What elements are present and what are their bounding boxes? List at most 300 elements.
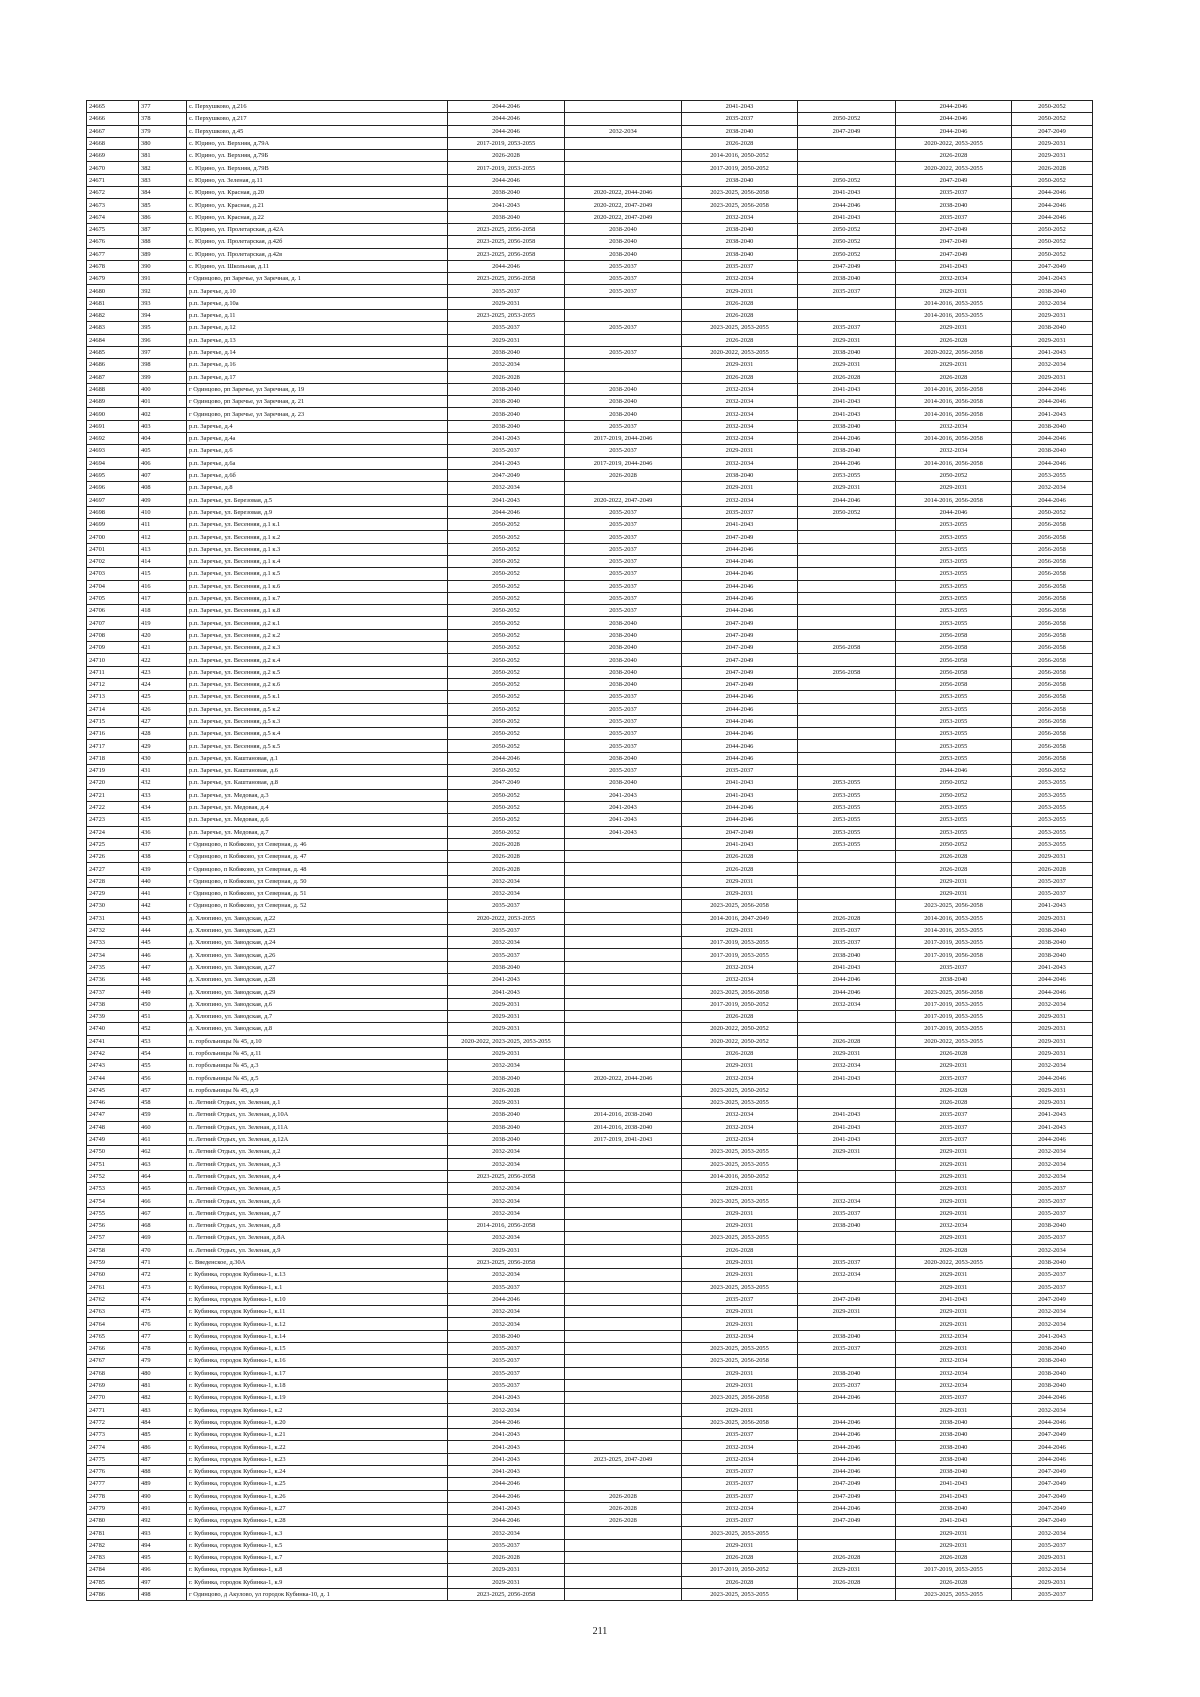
table-cell-p6: 2038-2040 (1012, 445, 1093, 457)
table-cell-address: п. горбольницы № 45, д.5 (187, 1072, 448, 1084)
table-cell-id: 24763 (87, 1306, 139, 1318)
table-cell-address: п. Летний Отдых, ул. Зеленая, д.8 (187, 1220, 448, 1232)
table-cell-address: г. Кубинка, городок Кубинка-1, к.5 (187, 1539, 448, 1551)
table-row (87, 838, 1093, 850)
table-cell-p1: 2050-2052 (448, 678, 565, 690)
table-cell-p1: 2041-2043 (448, 1441, 565, 1453)
table-cell-p6: 2032-2034 (1012, 1318, 1093, 1330)
table-cell-id: 24739 (87, 1010, 139, 1022)
table-cell-p2 (565, 297, 682, 309)
table-cell-p6: 2044-2046 (1012, 457, 1093, 469)
table-cell-p4 (798, 1170, 896, 1182)
table-cell-p6: 2050-2052 (1012, 101, 1093, 113)
table-cell-p3: 2044-2046 (682, 752, 798, 764)
table-cell-address: п. Летний Отдых, ул. Зеленая, д.7 (187, 1207, 448, 1219)
table-cell-p4 (798, 101, 896, 113)
table-cell-id: 24688 (87, 383, 139, 395)
table-cell-p1: 2038-2040 (448, 420, 565, 432)
table-cell-p2 (565, 1256, 682, 1268)
table-cell-address: г. Кубинка, городок Кубинка-1, к.14 (187, 1330, 448, 1342)
table-cell-id: 24764 (87, 1318, 139, 1330)
table-cell-p3: 2029-2031 (682, 1367, 798, 1379)
table-cell-p4: 2035-2037 (798, 924, 896, 936)
table-cell-p6: 2032-2034 (1012, 1244, 1093, 1256)
table-cell-address: д. Хлюпино, ул. Заводская, д.6 (187, 998, 448, 1010)
table-cell-p5: 2038-2040 (896, 1416, 1012, 1428)
table-cell-p3: 2032-2034 (682, 457, 798, 469)
table-cell-p1: 2050-2052 (448, 519, 565, 531)
table-cell-p3: 2044-2046 (682, 728, 798, 740)
table-row (87, 875, 1093, 887)
table-cell-p2 (565, 1097, 682, 1109)
table-row (87, 1010, 1093, 1022)
table-cell-p6: 2044-2046 (1012, 199, 1093, 211)
table-cell-p5: 2035-2037 (896, 961, 1012, 973)
table-cell-p6: 2032-2034 (1012, 297, 1093, 309)
table-cell-p3: 2023-2025, 2056-2058 (682, 1355, 798, 1367)
table-cell-p1: 2029-2031 (448, 998, 565, 1010)
table-cell-p1: 2050-2052 (448, 691, 565, 703)
table-cell-p2: 2020-2022, 2047-2049 (565, 211, 682, 223)
table-cell-address: р.п. Заречье, ул. Весенняя, д.2 к.3 (187, 642, 448, 654)
table-row (87, 826, 1093, 838)
table-cell-p5: 2026-2028 (896, 1047, 1012, 1059)
table-cell-num: 401 (139, 396, 187, 408)
table-cell-p2: 2035-2037 (565, 568, 682, 580)
table-cell-p2 (565, 863, 682, 875)
table-cell-id: 24665 (87, 101, 139, 113)
table-cell-p3: 2017-2019, 2053-2055 (682, 937, 798, 949)
table-cell-p6: 2035-2037 (1012, 1539, 1093, 1551)
table-cell-p6: 2056-2058 (1012, 740, 1093, 752)
table-cell-num: 384 (139, 187, 187, 199)
table-cell-p2: 2038-2040 (565, 678, 682, 690)
table-cell-p4: 2053-2055 (798, 777, 896, 789)
table-cell-p3: 2047-2049 (682, 666, 798, 678)
table-cell-address: с. Юдино, ул. Пролетарская, д.42А (187, 223, 448, 235)
table-cell-num: 428 (139, 728, 187, 740)
table-cell-p5: 2047-2049 (896, 223, 1012, 235)
table-cell-p3: 2026-2028 (682, 334, 798, 346)
table-cell-p5: 2026-2028 (896, 851, 1012, 863)
table-cell-address: р.п. Заречье, ул. Весенняя, д.2 к.1 (187, 617, 448, 629)
table-cell-p1: 2029-2031 (448, 1564, 565, 1576)
table-cell-id: 24740 (87, 1023, 139, 1035)
table-cell-p1: 2023-2025, 2056-2058 (448, 1256, 565, 1268)
table-cell-p6: 2041-2043 (1012, 346, 1093, 358)
table-cell-p2: 2014-2016, 2038-2040 (565, 1109, 682, 1121)
table-cell-p3: 2032-2034 (682, 408, 798, 420)
table-cell-p3: 2035-2037 (682, 1465, 798, 1477)
table-cell-address: с. Юдино, ул. Верхняя, д.79Б (187, 150, 448, 162)
table-cell-p6: 2044-2046 (1012, 1392, 1093, 1404)
table-cell-num: 408 (139, 482, 187, 494)
table-cell-p2 (565, 924, 682, 936)
table-cell-p5: 2029-2031 (896, 1342, 1012, 1354)
table-cell-id: 24741 (87, 1035, 139, 1047)
table-cell-p5: 2050-2052 (896, 838, 1012, 850)
table-cell-num: 381 (139, 150, 187, 162)
table-cell-address: р.п. Заречье, ул. Весенняя, д.1 к.4 (187, 555, 448, 567)
table-cell-p2 (565, 1207, 682, 1219)
table-cell-p6: 2053-2055 (1012, 826, 1093, 838)
table-cell-p3: 2032-2034 (682, 1072, 798, 1084)
table-cell-p2 (565, 888, 682, 900)
table-row (87, 1232, 1093, 1244)
table-cell-p1: 2029-2031 (448, 1010, 565, 1022)
table-cell-p5: 2020-2022, 2053-2055 (896, 1035, 1012, 1047)
table-cell-p6: 2044-2046 (1012, 986, 1093, 998)
table-cell-id: 24684 (87, 334, 139, 346)
table-cell-p6: 2029-2031 (1012, 1552, 1093, 1564)
table-cell-address: п. Летний Отдых, ул. Зеленая, д.8А (187, 1232, 448, 1244)
table-cell-p2: 2035-2037 (565, 740, 682, 752)
table-cell-p6: 2044-2046 (1012, 433, 1093, 445)
table-cell-num: 479 (139, 1355, 187, 1367)
table-cell-p4: 2041-2043 (798, 1121, 896, 1133)
table-cell-p1: 2020-2022, 2053-2055 (448, 912, 565, 924)
table-row (87, 678, 1093, 690)
table-cell-p5: 2056-2058 (896, 666, 1012, 678)
table-cell-num: 406 (139, 457, 187, 469)
table-cell-p1: 2035-2037 (448, 1539, 565, 1551)
table-cell-p3: 2038-2040 (682, 236, 798, 248)
table-cell-id: 24704 (87, 580, 139, 592)
table-cell-p6: 2050-2052 (1012, 113, 1093, 125)
table-cell-id: 24689 (87, 396, 139, 408)
table-cell-num: 423 (139, 666, 187, 678)
schedule-table-body (87, 101, 1093, 1601)
table-cell-p5: 2035-2037 (896, 1392, 1012, 1404)
table-cell-address: г. Кубинка, городок Кубинка-1, к.28 (187, 1515, 448, 1527)
table-cell-num: 442 (139, 900, 187, 912)
table-cell-p4: 2044-2046 (798, 1416, 896, 1428)
table-cell-id: 24766 (87, 1342, 139, 1354)
table-cell-num: 456 (139, 1072, 187, 1084)
table-row (87, 1342, 1093, 1354)
table-cell-p1: 2038-2040 (448, 346, 565, 358)
table-cell-num: 432 (139, 777, 187, 789)
table-cell-p3: 2035-2037 (682, 1490, 798, 1502)
table-cell-num: 487 (139, 1453, 187, 1465)
table-cell-p1: 2041-2043 (448, 1453, 565, 1465)
table-cell-p5: 2029-2031 (896, 1539, 1012, 1551)
table-cell-p3: 2047-2049 (682, 678, 798, 690)
table-cell-p4 (798, 678, 896, 690)
table-row (87, 1404, 1093, 1416)
table-cell-address: д. Хлюпино, ул. Заводская, д.27 (187, 961, 448, 973)
table-cell-p1: 2035-2037 (448, 1281, 565, 1293)
table-cell-p2 (565, 113, 682, 125)
table-row (87, 728, 1093, 740)
table-cell-p4: 2035-2037 (798, 1207, 896, 1219)
table-cell-p1: 2032-2034 (448, 1306, 565, 1318)
table-cell-p6: 2035-2037 (1012, 1281, 1093, 1293)
table-cell-id: 24720 (87, 777, 139, 789)
table-cell-num: 496 (139, 1564, 187, 1576)
table-cell-p6: 2035-2037 (1012, 888, 1093, 900)
table-cell-p5: 2032-2034 (896, 273, 1012, 285)
table-row (87, 260, 1093, 272)
table-cell-p6: 2044-2046 (1012, 1453, 1093, 1465)
table-cell-address: р.п. Заречье, д.10 (187, 285, 448, 297)
table-cell-num: 440 (139, 875, 187, 887)
table-cell-p4 (798, 162, 896, 174)
table-cell-p3: 2029-2031 (682, 1318, 798, 1330)
table-cell-p2: 2038-2040 (565, 248, 682, 260)
table-cell-p4: 2041-2043 (798, 408, 896, 420)
table-cell-p6: 2035-2037 (1012, 875, 1093, 887)
table-cell-id: 24755 (87, 1207, 139, 1219)
table-cell-p2 (565, 1084, 682, 1096)
table-cell-p2 (565, 851, 682, 863)
table-cell-num: 451 (139, 1010, 187, 1022)
table-cell-p2 (565, 1355, 682, 1367)
table-cell-p2 (565, 1478, 682, 1490)
table-cell-address: р.п. Заречье, ул. Весенняя, д.1 к.6 (187, 580, 448, 592)
table-cell-num: 420 (139, 629, 187, 641)
table-row (87, 322, 1093, 334)
table-cell-num: 462 (139, 1146, 187, 1158)
table-cell-num: 427 (139, 715, 187, 727)
table-cell-p3: 2044-2046 (682, 703, 798, 715)
table-cell-num: 379 (139, 125, 187, 137)
table-cell-p2: 2014-2016, 2038-2040 (565, 1121, 682, 1133)
table-row (87, 580, 1093, 592)
table-cell-id: 24731 (87, 912, 139, 924)
table-cell-num: 471 (139, 1256, 187, 1268)
table-cell-p6: 2056-2058 (1012, 555, 1093, 567)
table-cell-p6: 2029-2031 (1012, 334, 1093, 346)
table-cell-p6: 2038-2040 (1012, 1256, 1093, 1268)
table-cell-p5: 2041-2043 (896, 1478, 1012, 1490)
table-cell-p3: 2038-2040 (682, 125, 798, 137)
table-cell-p2: 2038-2040 (565, 396, 682, 408)
table-cell-p2 (565, 1146, 682, 1158)
table-cell-num: 439 (139, 863, 187, 875)
table-cell-address: г. Кубинка, городок Кубинка-1, к.22 (187, 1441, 448, 1453)
table-cell-num: 390 (139, 260, 187, 272)
table-cell-address: р.п. Заречье, ул. Медовая, д.3 (187, 789, 448, 801)
table-cell-p2 (565, 1342, 682, 1354)
table-cell-p2 (565, 1281, 682, 1293)
table-cell-p5: 2038-2040 (896, 1465, 1012, 1477)
table-cell-num: 468 (139, 1220, 187, 1232)
table-cell-num: 481 (139, 1379, 187, 1391)
table-cell-p2: 2035-2037 (565, 543, 682, 555)
table-cell-p1: 2035-2037 (448, 1367, 565, 1379)
table-cell-id: 24725 (87, 838, 139, 850)
table-cell-id: 24666 (87, 113, 139, 125)
table-cell-address: с. Юдино, ул. Красная, д.20 (187, 187, 448, 199)
table-cell-p1: 2032-2034 (448, 1318, 565, 1330)
table-cell-p4: 2044-2046 (798, 457, 896, 469)
table-cell-p2 (565, 1539, 682, 1551)
table-cell-p2: 2035-2037 (565, 260, 682, 272)
table-cell-address: с. Юдино, ул. Школьная, д.11 (187, 260, 448, 272)
table-cell-p1: 2026-2028 (448, 371, 565, 383)
table-cell-num: 409 (139, 494, 187, 506)
table-cell-p4 (798, 752, 896, 764)
table-cell-p2: 2035-2037 (565, 728, 682, 740)
table-cell-p3: 2032-2034 (682, 396, 798, 408)
table-cell-p3: 2029-2031 (682, 1306, 798, 1318)
table-cell-p4: 2050-2052 (798, 506, 896, 518)
table-cell-id: 24771 (87, 1404, 139, 1416)
table-cell-num: 492 (139, 1515, 187, 1527)
table-cell-p6: 2053-2055 (1012, 801, 1093, 813)
table-cell-p1: 2032-2034 (448, 1207, 565, 1219)
table-row (87, 691, 1093, 703)
table-cell-p6: 2032-2034 (1012, 1564, 1093, 1576)
table-cell-p3: 2029-2031 (682, 1183, 798, 1195)
table-cell-p3: 2044-2046 (682, 580, 798, 592)
table-cell-p4: 2038-2040 (798, 1220, 896, 1232)
table-cell-p1: 2026-2028 (448, 863, 565, 875)
table-cell-num: 380 (139, 137, 187, 149)
table-row (87, 605, 1093, 617)
table-cell-num: 396 (139, 334, 187, 346)
table-row (87, 1170, 1093, 1182)
table-cell-p1: 2047-2049 (448, 469, 565, 481)
table-cell-p3: 2032-2034 (682, 383, 798, 395)
table-cell-p4: 2029-2031 (798, 1146, 896, 1158)
table-cell-p2 (565, 1576, 682, 1588)
table-cell-p6: 2032-2034 (1012, 1306, 1093, 1318)
table-cell-p2: 2038-2040 (565, 666, 682, 678)
table-cell-num: 469 (139, 1232, 187, 1244)
table-cell-id: 24776 (87, 1465, 139, 1477)
table-row (87, 297, 1093, 309)
table-cell-address: г Одинцово, рп Заречье, ул Заречная, д. 23 (187, 408, 448, 420)
schedule-table (86, 100, 1093, 1601)
table-cell-num: 382 (139, 162, 187, 174)
table-cell-p5: 2041-2043 (896, 260, 1012, 272)
table-cell-p4: 2044-2046 (798, 986, 896, 998)
table-cell-p5: 2032-2034 (896, 1379, 1012, 1391)
table-cell-p5: 2032-2034 (896, 1220, 1012, 1232)
table-row (87, 396, 1093, 408)
table-cell-address: р.п. Заречье, ул. Медовая, д.6 (187, 814, 448, 826)
table-cell-p5: 2020-2022, 2056-2058 (896, 346, 1012, 358)
table-cell-p4: 2050-2052 (798, 223, 896, 235)
table-cell-p3: 2023-2025, 2056-2058 (682, 1416, 798, 1428)
table-cell-p5: 2053-2055 (896, 605, 1012, 617)
table-cell-p4: 2041-2043 (798, 961, 896, 973)
table-row (87, 986, 1093, 998)
table-cell-p3: 2032-2034 (682, 420, 798, 432)
table-cell-p2: 2035-2037 (565, 605, 682, 617)
table-row (87, 851, 1093, 863)
table-cell-id: 24716 (87, 728, 139, 740)
table-cell-id: 24722 (87, 801, 139, 813)
table-cell-p3: 2032-2034 (682, 1121, 798, 1133)
table-cell-p4: 2029-2031 (798, 482, 896, 494)
table-cell-p4: 2029-2031 (798, 1047, 896, 1059)
table-cell-id: 24707 (87, 617, 139, 629)
table-row (87, 482, 1093, 494)
table-cell-num: 387 (139, 223, 187, 235)
table-cell-p5: 2038-2040 (896, 1429, 1012, 1441)
table-row (87, 1367, 1093, 1379)
table-cell-p4: 2026-2028 (798, 912, 896, 924)
table-cell-p4: 2056-2058 (798, 666, 896, 678)
table-cell-p1: 2017-2019, 2053-2055 (448, 162, 565, 174)
table-cell-p2: 2026-2028 (565, 1502, 682, 1514)
table-cell-p1: 2050-2052 (448, 715, 565, 727)
table-row (87, 1293, 1093, 1305)
table-cell-p1: 2044-2046 (448, 1515, 565, 1527)
table-row (87, 961, 1093, 973)
table-cell-address: д. Хлюпино, ул. Заводская, д.28 (187, 974, 448, 986)
table-cell-num: 395 (139, 322, 187, 334)
table-cell-p4: 2035-2037 (798, 285, 896, 297)
table-cell-p4: 2038-2040 (798, 1367, 896, 1379)
table-cell-p3: 2032-2034 (682, 273, 798, 285)
table-cell-p6: 2044-2046 (1012, 396, 1093, 408)
table-cell-id: 24714 (87, 703, 139, 715)
table-cell-id: 24701 (87, 543, 139, 555)
table-cell-p2: 2020-2022, 2044-2046 (565, 187, 682, 199)
table-cell-p4 (798, 851, 896, 863)
table-cell-id: 24778 (87, 1490, 139, 1502)
table-cell-p6: 2056-2058 (1012, 691, 1093, 703)
table-row (87, 359, 1093, 371)
table-cell-p3: 2032-2034 (682, 433, 798, 445)
table-cell-p4 (798, 1539, 896, 1551)
table-cell-address: г Одинцово, п Кобяково, ул Северная, д. 50 (187, 875, 448, 887)
table-cell-p2 (565, 1232, 682, 1244)
table-cell-p1: 2032-2034 (448, 359, 565, 371)
table-cell-p1: 2041-2043 (448, 1502, 565, 1514)
table-cell-num: 448 (139, 974, 187, 986)
table-cell-p3: 2044-2046 (682, 801, 798, 813)
table-cell-p5: 2026-2028 (896, 150, 1012, 162)
table-cell-address: г. Кубинка, городок Кубинка-1, к.23 (187, 1453, 448, 1465)
table-cell-p4: 2047-2049 (798, 1478, 896, 1490)
table-cell-p2 (565, 1269, 682, 1281)
table-cell-p5: 2029-2031 (896, 1060, 1012, 1072)
table-cell-id: 24762 (87, 1293, 139, 1305)
table-cell-id: 24728 (87, 875, 139, 887)
table-cell-id: 24751 (87, 1158, 139, 1170)
table-cell-p2 (565, 334, 682, 346)
table-cell-p6: 2047-2049 (1012, 1465, 1093, 1477)
table-cell-id: 24682 (87, 310, 139, 322)
table-cell-num: 392 (139, 285, 187, 297)
table-cell-p6: 2056-2058 (1012, 605, 1093, 617)
table-cell-p3: 2038-2040 (682, 248, 798, 260)
table-cell-p3: 2044-2046 (682, 568, 798, 580)
table-cell-p6: 2056-2058 (1012, 678, 1093, 690)
table-cell-p2: 2038-2040 (565, 642, 682, 654)
table-cell-p1: 2032-2034 (448, 1195, 565, 1207)
table-cell-p5: 2029-2031 (896, 322, 1012, 334)
table-row (87, 1502, 1093, 1514)
table-cell-p6: 2056-2058 (1012, 666, 1093, 678)
table-cell-p2 (565, 371, 682, 383)
table-row (87, 137, 1093, 149)
table-cell-p5: 2029-2031 (896, 1527, 1012, 1539)
table-cell-num: 425 (139, 691, 187, 703)
table-cell-address: р.п. Заречье, д.6а (187, 457, 448, 469)
table-cell-id: 24692 (87, 433, 139, 445)
table-cell-p2: 2038-2040 (565, 617, 682, 629)
table-row (87, 1269, 1093, 1281)
table-cell-p3: 2032-2034 (682, 1330, 798, 1342)
table-cell-p4: 2032-2034 (798, 1195, 896, 1207)
table-cell-p6: 2032-2034 (1012, 482, 1093, 494)
